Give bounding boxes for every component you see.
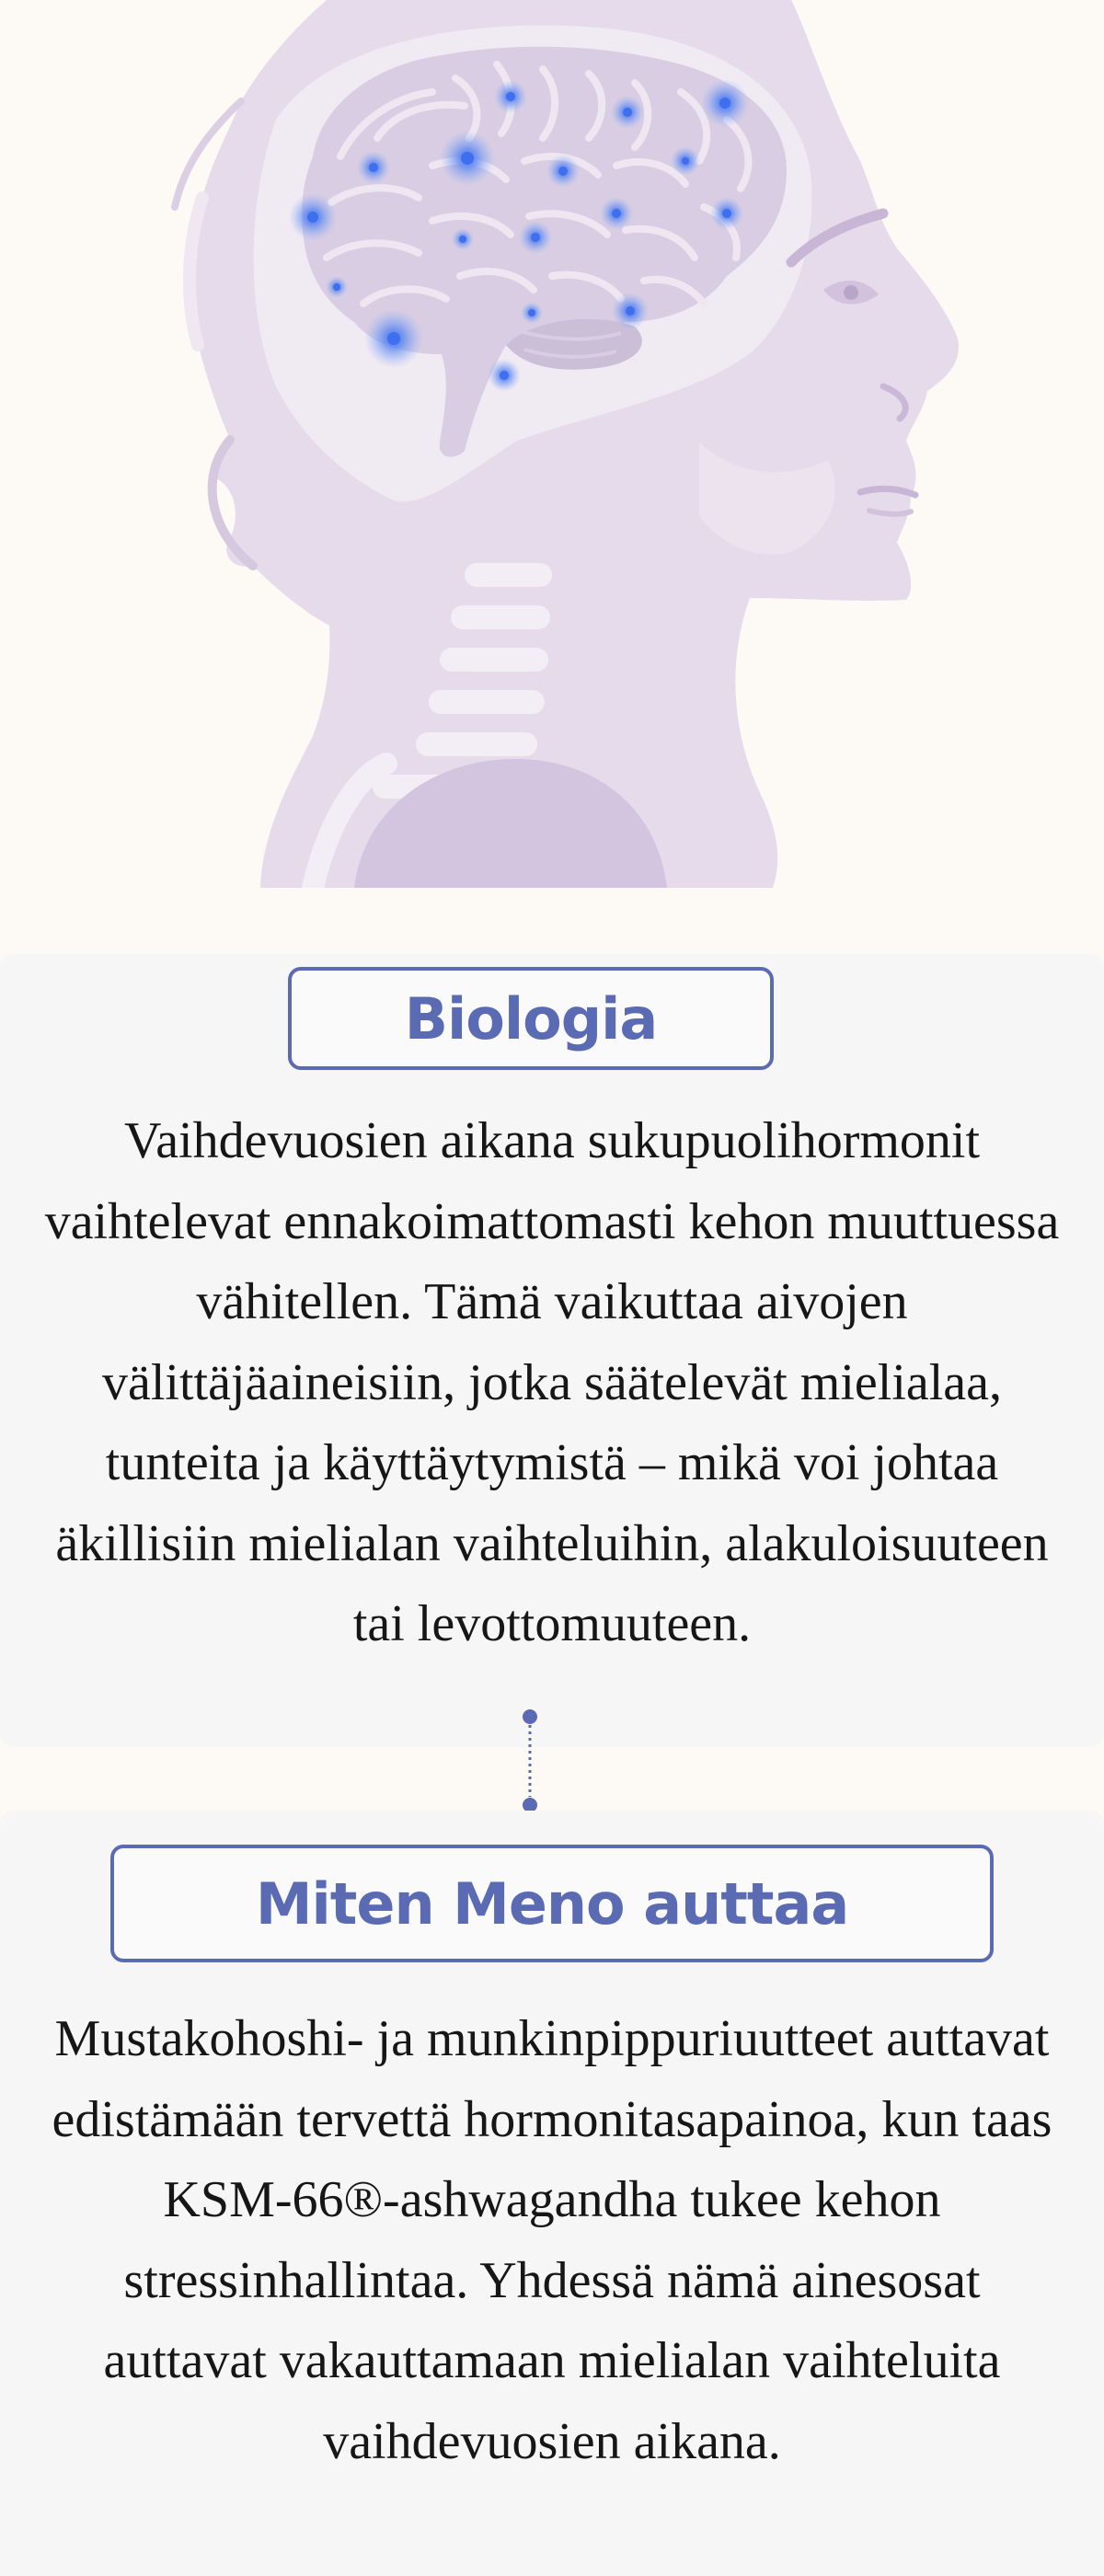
meno-title: Miten Meno auttaa — [110, 1845, 994, 1962]
biology-text: Vaihdevuosien aikana sukupuolihormonit vaihtelevat ennakoimattomasti kehon muuttuessa vähitellen. Tämä vaikuttaa aivojen välittäjäaineisiin, jotka säätelevät mielialaa, tunteita ja käyttäytymistä – mikä voi johtaa äkillisiin mielialan vaihteluihin, alakuloisuuteen tai levottomuuteen. — [44, 1112, 1060, 1652]
biology-title: Biologia — [288, 967, 774, 1070]
dotted-connector — [520, 1707, 540, 1815]
biology-section — [0, 954, 1104, 1747]
meno-text: Mustakohoshi- ja munkinpippuriuutteet auttavat edistämään tervettä hormonitasapainoa, kun taas KSM-66®-ashwagandha tukee kehon stressinhallintaa. Yhdessä nämä ainesosat auttavat vakauttamaan mielialan vaihteluita vaihdevuosien aikana. — [52, 2010, 1052, 2470]
head-brain-illustration — [0, 0, 1104, 888]
meno-section — [0, 1811, 1104, 2576]
